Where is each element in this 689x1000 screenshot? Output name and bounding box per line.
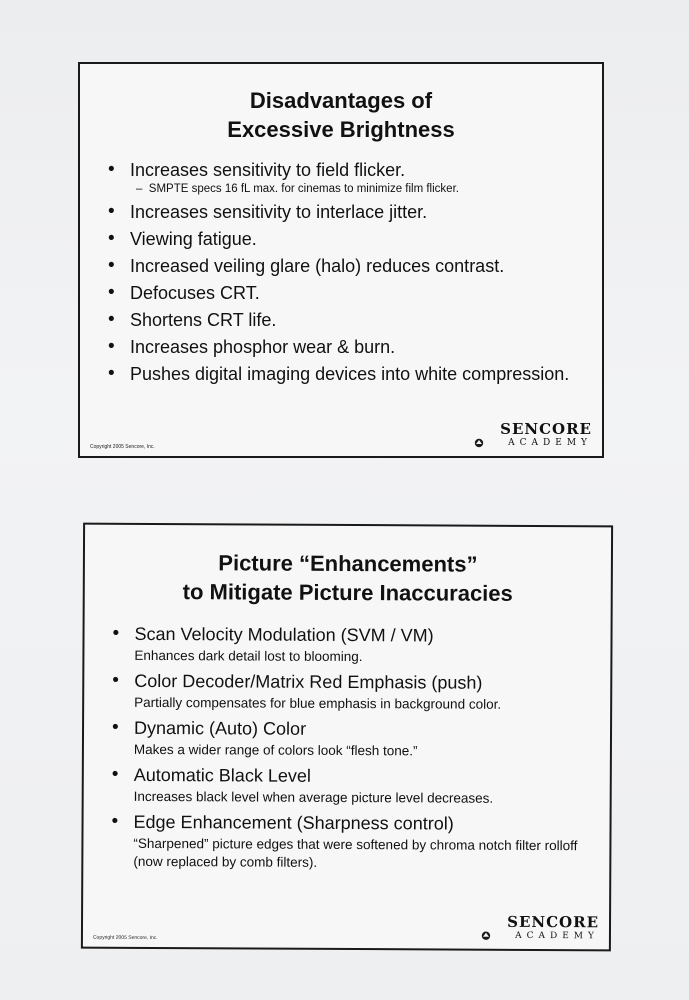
logo-mark-icon (474, 438, 484, 448)
bullet-text: • Shortens CRT life. (130, 310, 277, 330)
list-item (108, 227, 588, 251)
list-item (112, 622, 596, 668)
bullet-text: • Increases sensitivity to field flicker. (130, 160, 406, 180)
list-item (108, 362, 588, 386)
bullet-text: • Defocuses CRT. (130, 283, 260, 303)
logo-wordmark: SENCORE (507, 912, 600, 932)
sub-bullet: – SMPTE specs 16 fL max. for cinemas to minimize film flicker. (136, 183, 459, 195)
title-line-1: Disadvantages of (249, 88, 433, 113)
copyright-text: Copyright 2005 Sencore, Inc. (90, 444, 155, 450)
slide-title (85, 548, 611, 609)
bullet-text: • Viewing fatigue. (130, 229, 257, 249)
logo-wordmark: SENCORE (500, 420, 592, 438)
list-item (112, 669, 596, 715)
list-item (108, 254, 588, 278)
list-item (108, 335, 588, 359)
bullet-description: Partially compensates for blue emphasis in background color. (134, 694, 502, 712)
bullet-description: Enhances dark detail lost to blooming. (134, 647, 363, 665)
bullet-description: Increases black level when average picture level decreases. (133, 788, 494, 806)
list-item (112, 716, 596, 762)
bullet-description: Makes a wider range of colors look “flesh tone.” (133, 741, 418, 759)
list-item (108, 281, 588, 305)
list-item (108, 158, 588, 197)
bullet-text: • Edge Enhancement (Sharpness control) (133, 811, 454, 834)
copyright-text: Copyright 2005 Sencore, Inc. (92, 934, 158, 942)
title-line-2: to Mitigate Picture Inaccuracies (182, 579, 513, 606)
bullet-list (111, 622, 596, 878)
slide-disadvantages-brightness (78, 62, 604, 458)
bullet-text: • Increases phosphor wear & burn. (130, 337, 396, 357)
slide-title (80, 86, 602, 144)
list-item (112, 763, 596, 809)
bullet-description: “Sharpened” picture edges that were softened by chroma notch filter rolloff (now replaced by comb filters). (133, 835, 578, 870)
sencore-academy-logo (462, 422, 592, 448)
bullet-text: • Increases sensitivity to interlace jitter. (130, 202, 428, 222)
sub-bullet-text: SMPTE specs 16 fL max. for cinemas to minimize film flicker. (148, 183, 459, 195)
bullet-text: • Dynamic (Auto) Color (133, 717, 307, 739)
logo-mark-icon (481, 931, 491, 941)
title-line-1: Picture “Enhancements” (218, 550, 478, 577)
logo-subtitle: ACADEMY (508, 438, 592, 448)
bullet-list (108, 158, 588, 389)
bullet-text: • Scan Velocity Modulation (SVM / VM) (134, 623, 434, 646)
slide-picture-enhancements (81, 523, 613, 952)
bullet-text: • Color Decoder/Matrix Red Emphasis (push) (134, 670, 483, 693)
sencore-academy-logo (469, 912, 600, 942)
list-item (111, 810, 595, 874)
bullet-text: • Increased veiling glare (halo) reduces contrast. (130, 256, 505, 276)
title-line-2: Excessive Brightness (227, 117, 455, 142)
bullet-text: • Pushes digital imaging devices into white compression. (130, 364, 570, 384)
bullet-text: • Automatic Black Level (133, 764, 311, 786)
list-item (108, 200, 588, 224)
list-item (108, 308, 588, 332)
logo-subtitle: ACADEMY (515, 930, 599, 942)
